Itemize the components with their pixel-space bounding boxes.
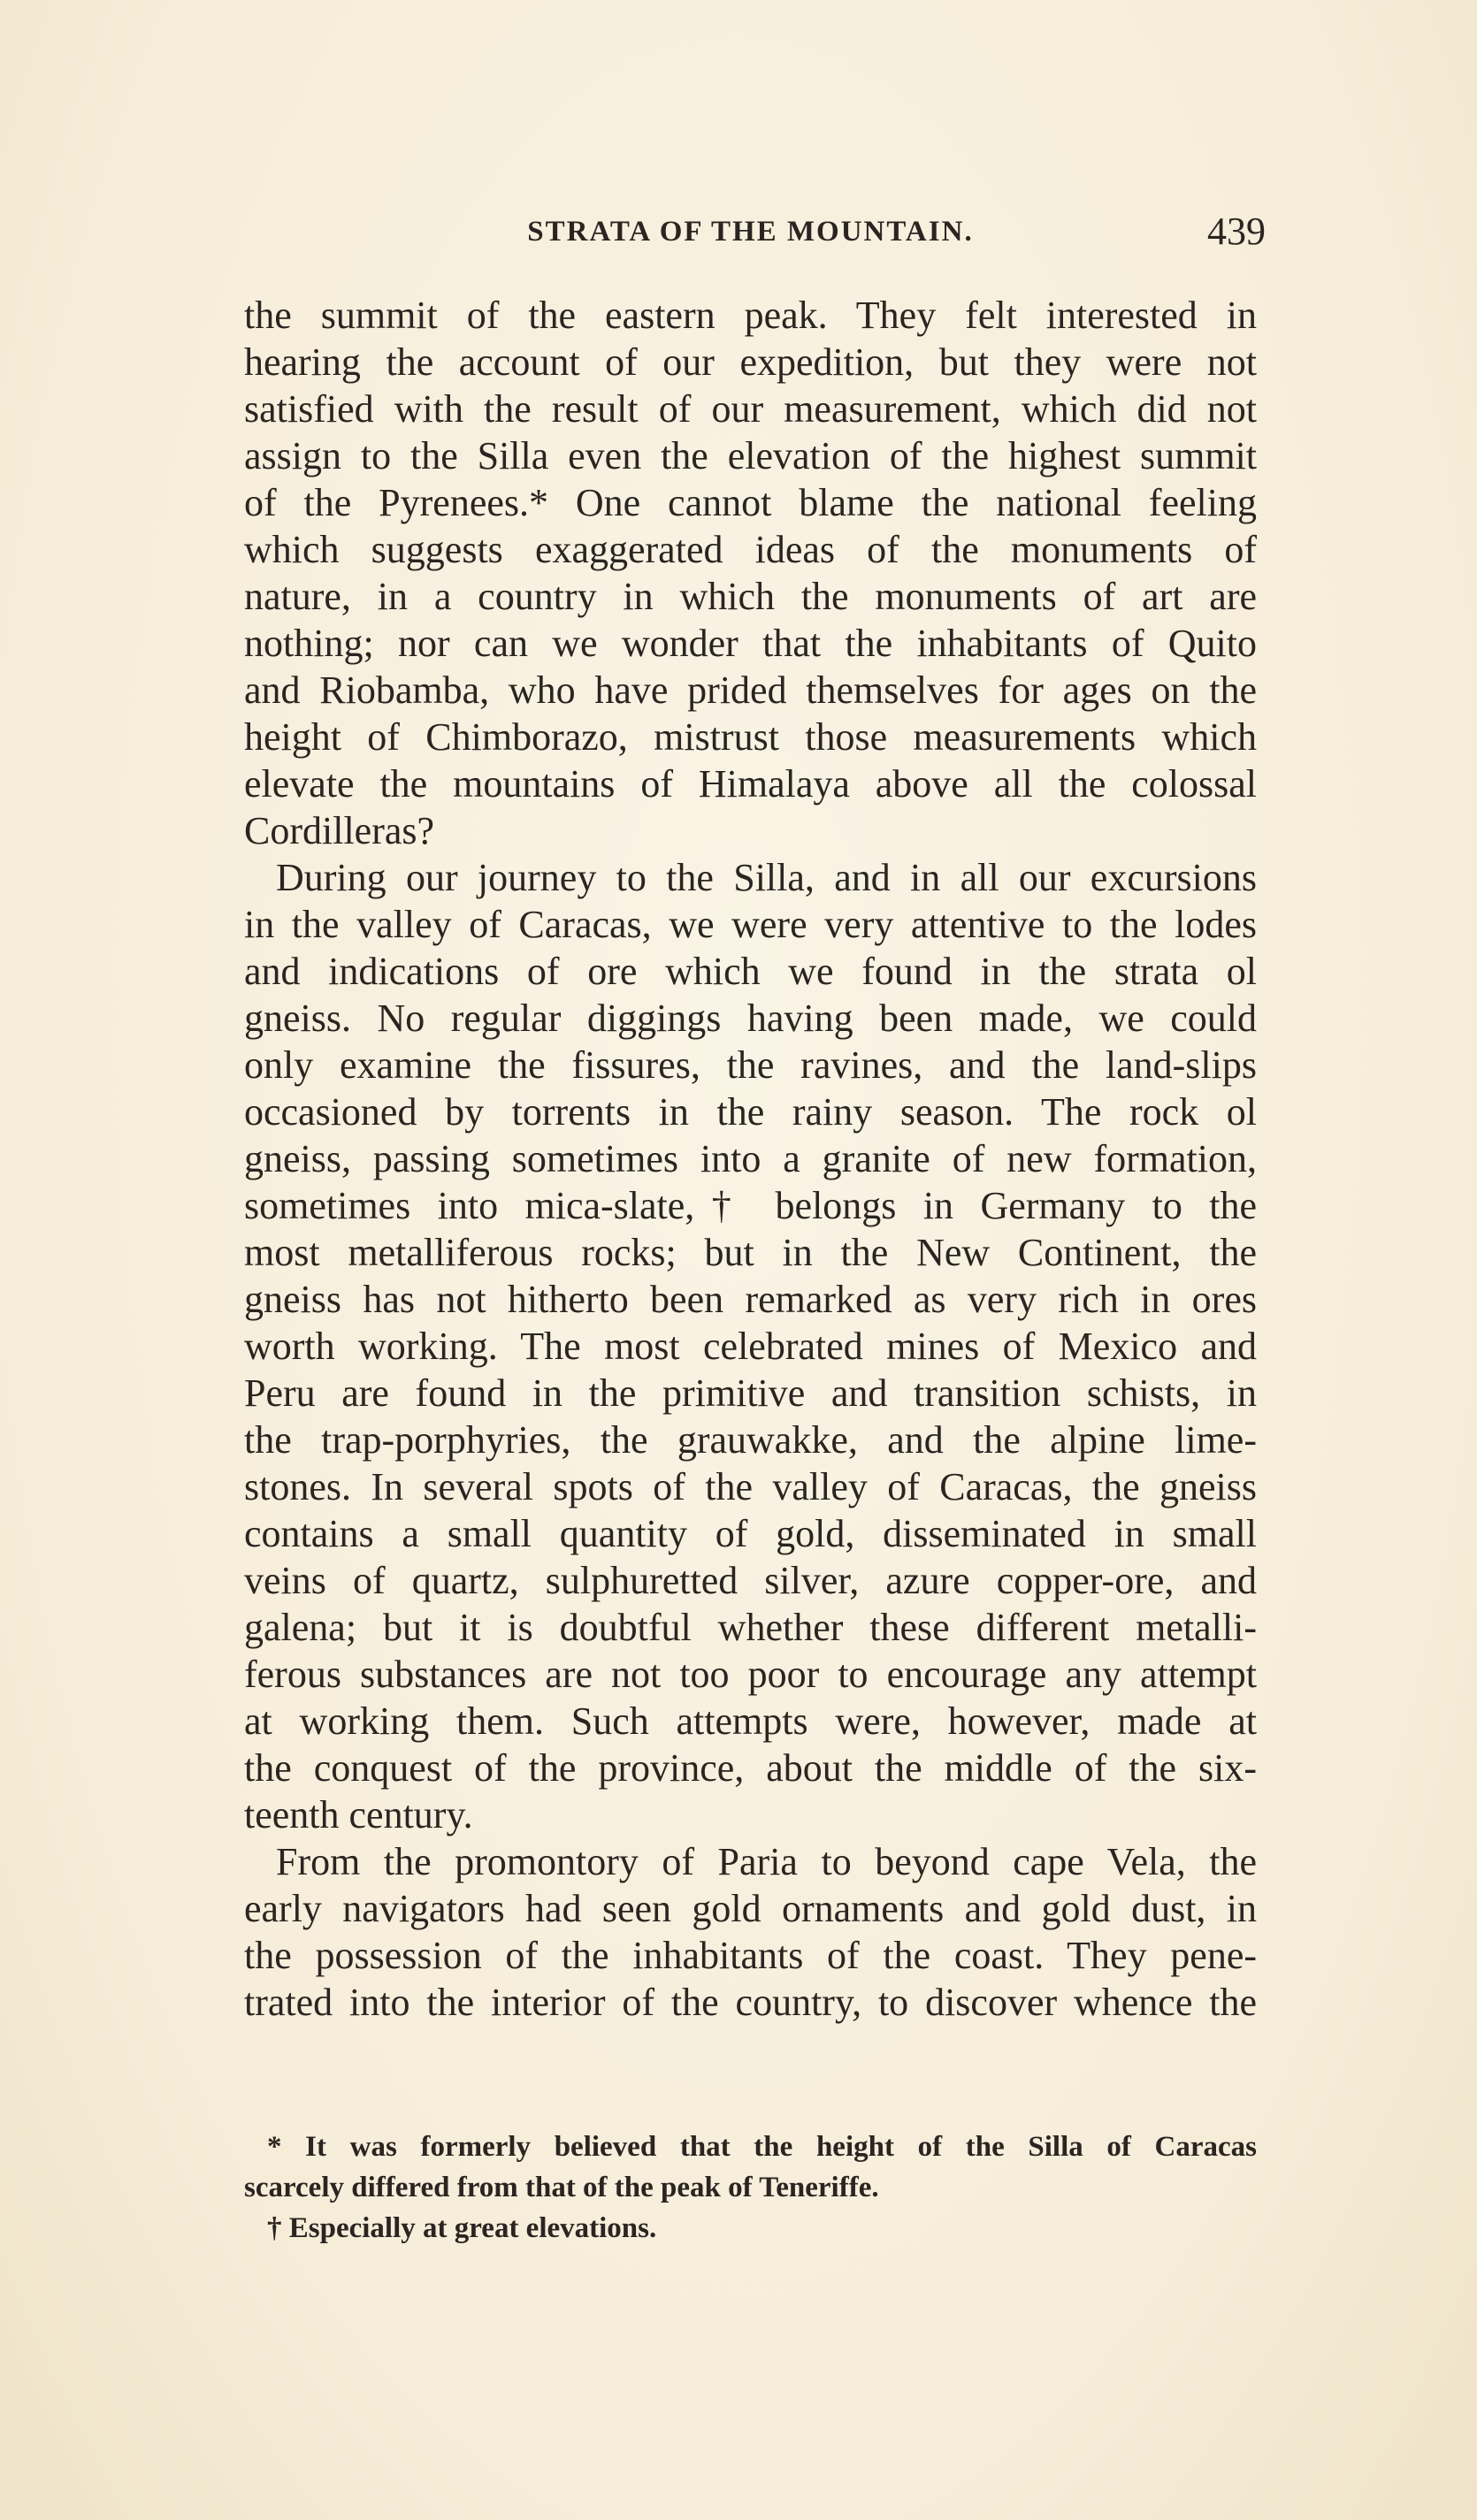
- paragraph: [244, 854, 1257, 1838]
- footnote: [244, 2127, 1257, 2208]
- text-line: most metalliferous rocks; but in the New Continent, the: [244, 1231, 1257, 1274]
- footnote: [244, 2208, 1257, 2249]
- text-line: height of Chimborazo, mistrust those measurements which: [244, 715, 1257, 759]
- text-line: the trap-porphyries, the grauwakke, and the alpine lime-: [244, 1418, 1257, 1462]
- text-line: sometimes into mica-slate,† belongs in Germany to the: [244, 1184, 1257, 1227]
- text-line: veins of quartz, sulphuretted silver, azure copper-ore, and: [244, 1559, 1257, 1602]
- footnotes: [244, 2127, 1257, 2249]
- text-line: in the valley of Caracas, we were very attentive to the lodes: [244, 903, 1257, 946]
- text-line: occasioned by torrents in the rainy season. The rock ol: [244, 1090, 1257, 1134]
- text-line: elevate the mountains of Himalaya above all the colossal: [244, 762, 1257, 806]
- text-line: Peru are found in the primitive and transition schists, in: [244, 1371, 1257, 1415]
- text-line: hearing the account of our expedition, but they were not: [244, 340, 1257, 384]
- text-line: gneiss has not hitherto been remarked as very rich in ores: [244, 1278, 1257, 1321]
- text-line: Cordilleras?: [244, 809, 435, 852]
- text-line: the possession of the inhabitants of the coast. They pene-: [244, 1934, 1257, 1977]
- paragraph: [244, 1838, 1257, 2026]
- text-line: which suggests exaggerated ideas of the monuments of: [244, 528, 1257, 571]
- text-line: nature, in a country in which the monuments of art are: [244, 575, 1257, 618]
- text-line: gneiss. No regular diggings having been made, we could: [244, 997, 1257, 1040]
- text-line: assign to the Silla even the elevation of the highest summit: [244, 434, 1257, 477]
- text-line: the summit of the eastern peak. They felt interested in: [244, 294, 1257, 337]
- text-line: worth working. The most celebrated mines of Mexico and: [244, 1325, 1257, 1368]
- text-line: satisfied with the result of our measurement, which did not: [244, 387, 1257, 431]
- text-line: early navigators had seen gold ornaments and gold dust, in: [244, 1887, 1257, 1930]
- page-number: 439: [1207, 210, 1266, 253]
- text-line: only examine the fissures, the ravines, and the land-slips: [244, 1043, 1257, 1087]
- text-line: teenth century.: [244, 1793, 473, 1837]
- text-line: ferous substances are not too poor to encourage any attempt: [244, 1653, 1257, 1696]
- text-line: From the promontory of Paria to beyond cape Vela, the: [276, 1840, 1257, 1883]
- footnote-line: † Especially at great elevations.: [267, 2212, 657, 2244]
- page-header: [244, 209, 1266, 262]
- text-line: of the Pyrenees.* One cannot blame the national feeling: [244, 481, 1257, 524]
- text-line: trated into the interior of the country, to discover whence the: [244, 1981, 1257, 2024]
- text-line: contains a small quantity of gold, disseminated in small: [244, 1512, 1257, 1555]
- footnote-line: scarcely differed from that of the peak of Teneriffe.: [244, 2172, 879, 2203]
- text-line: gneiss, passing sometimes into a granite of new formation,: [244, 1137, 1257, 1180]
- body-text: [244, 292, 1257, 2026]
- text-line: galena; but it is doubtful whether these different metalli-: [244, 1606, 1257, 1649]
- text-line: nothing; nor can we wonder that the inhabitants of Quito: [244, 622, 1257, 665]
- text-line: and Riobamba, who have prided themselves for ages on the: [244, 668, 1257, 712]
- paragraph: [244, 292, 1257, 854]
- footnote-line: * It was formerly believed that the height of the Silla of Caracas: [267, 2131, 1257, 2163]
- running-title: STRATA OF THE MOUNTAIN.: [527, 216, 974, 248]
- text-line: stones. In several spots of the valley of Caracas, the gneiss: [244, 1465, 1257, 1508]
- text-line: at working them. Such attempts were, however, made at: [244, 1699, 1257, 1743]
- text-line: During our journey to the Silla, and in all our excursions: [276, 856, 1257, 899]
- text-line: the conquest of the province, about the middle of the six-: [244, 1746, 1257, 1790]
- text-line: and indications of ore which we found in the strata ol: [244, 950, 1257, 993]
